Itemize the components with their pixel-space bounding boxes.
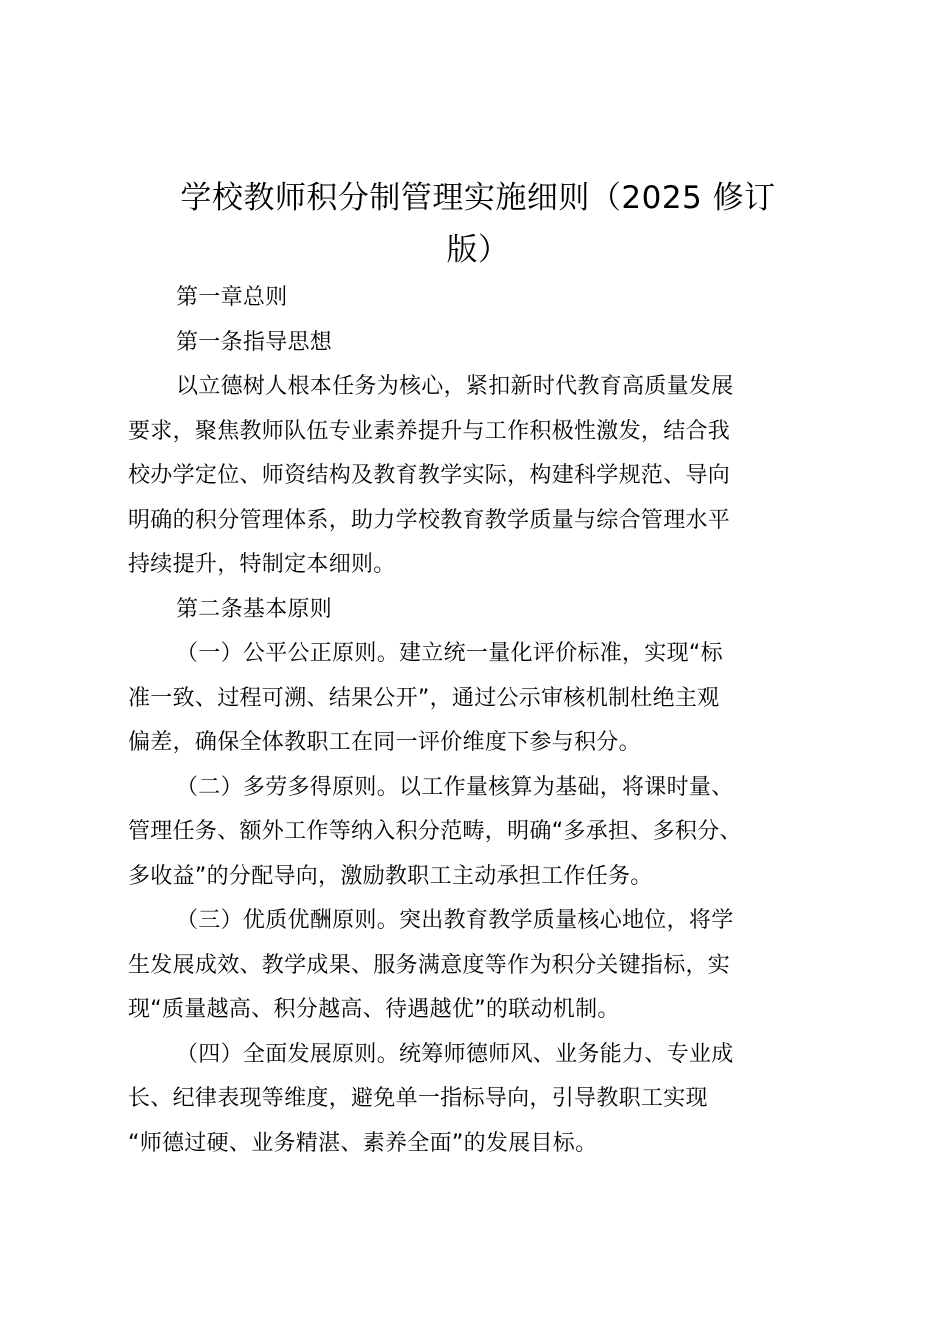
paragraph-line: （一）公平公正原则。建立统一量化评价标准，实现“标 [176,641,723,666]
paragraph-line: 多收益”的分配导向，激励教职工主动承担工作任务。 [128,863,653,889]
document-body [128,276,848,1166]
document-title [128,172,828,276]
paragraph-line: 以立德树人根本任务为核心，紧扣新时代教育高质量发展 [176,374,734,399]
paragraph-line: 管理任务、额外工作等纳入积分范畴，明确“多承担、多积分、 [128,819,742,844]
paragraph-line: 生发展成效、教学成果、服务满意度等作为积分关键指标，实 [128,952,731,978]
chapter-heading: 第一章总则 [176,285,288,310]
paragraph-line: 现“质量越高、积分越高、待遇越优”的联动机制。 [128,997,620,1022]
paragraph-line: 准一致、过程可溯、结果公开”，通过公示审核机制杜绝主观 [128,685,720,711]
paragraph-line: （四）全面发展原则。统筹师德师风、业务能力、专业成 [176,1041,734,1067]
paragraph-line: 要求，聚焦教师队伍专业素养提升与工作积极性激发，结合我 [128,418,731,444]
article-heading: 第二条基本原则 [176,596,333,622]
paragraph-line: （三）优质优酬原则。突出教育教学质量核心地位，将学 [176,908,734,933]
paragraph-line: 明确的积分管理体系，助力学校教育教学质量与综合管理水平 [128,507,731,533]
article-heading: 第一条指导思想 [176,329,333,355]
paragraph-line: “师德过硬、业务精湛、素养全面”的发展目标。 [128,1130,598,1156]
title-line-2: 版） [446,232,510,268]
paragraph-line: 校办学定位、师资结构及教育教学实际，构建科学规范、导向 [128,463,731,488]
paragraph-line: 持续提升，特制定本细则。 [128,552,396,577]
paragraph-line: 长、纪律表现等维度，避免单一指标导向，引导教职工实现 [128,1086,708,1111]
title-line-1: 学校教师积分制管理实施细则（2025 修订 [180,180,776,216]
paragraph-line: （二）多劳多得原则。以工作量核算为基础，将课时量、 [176,774,734,800]
paragraph-line: 偏差，确保全体教职工在同一评价维度下参与积分。 [128,730,641,755]
